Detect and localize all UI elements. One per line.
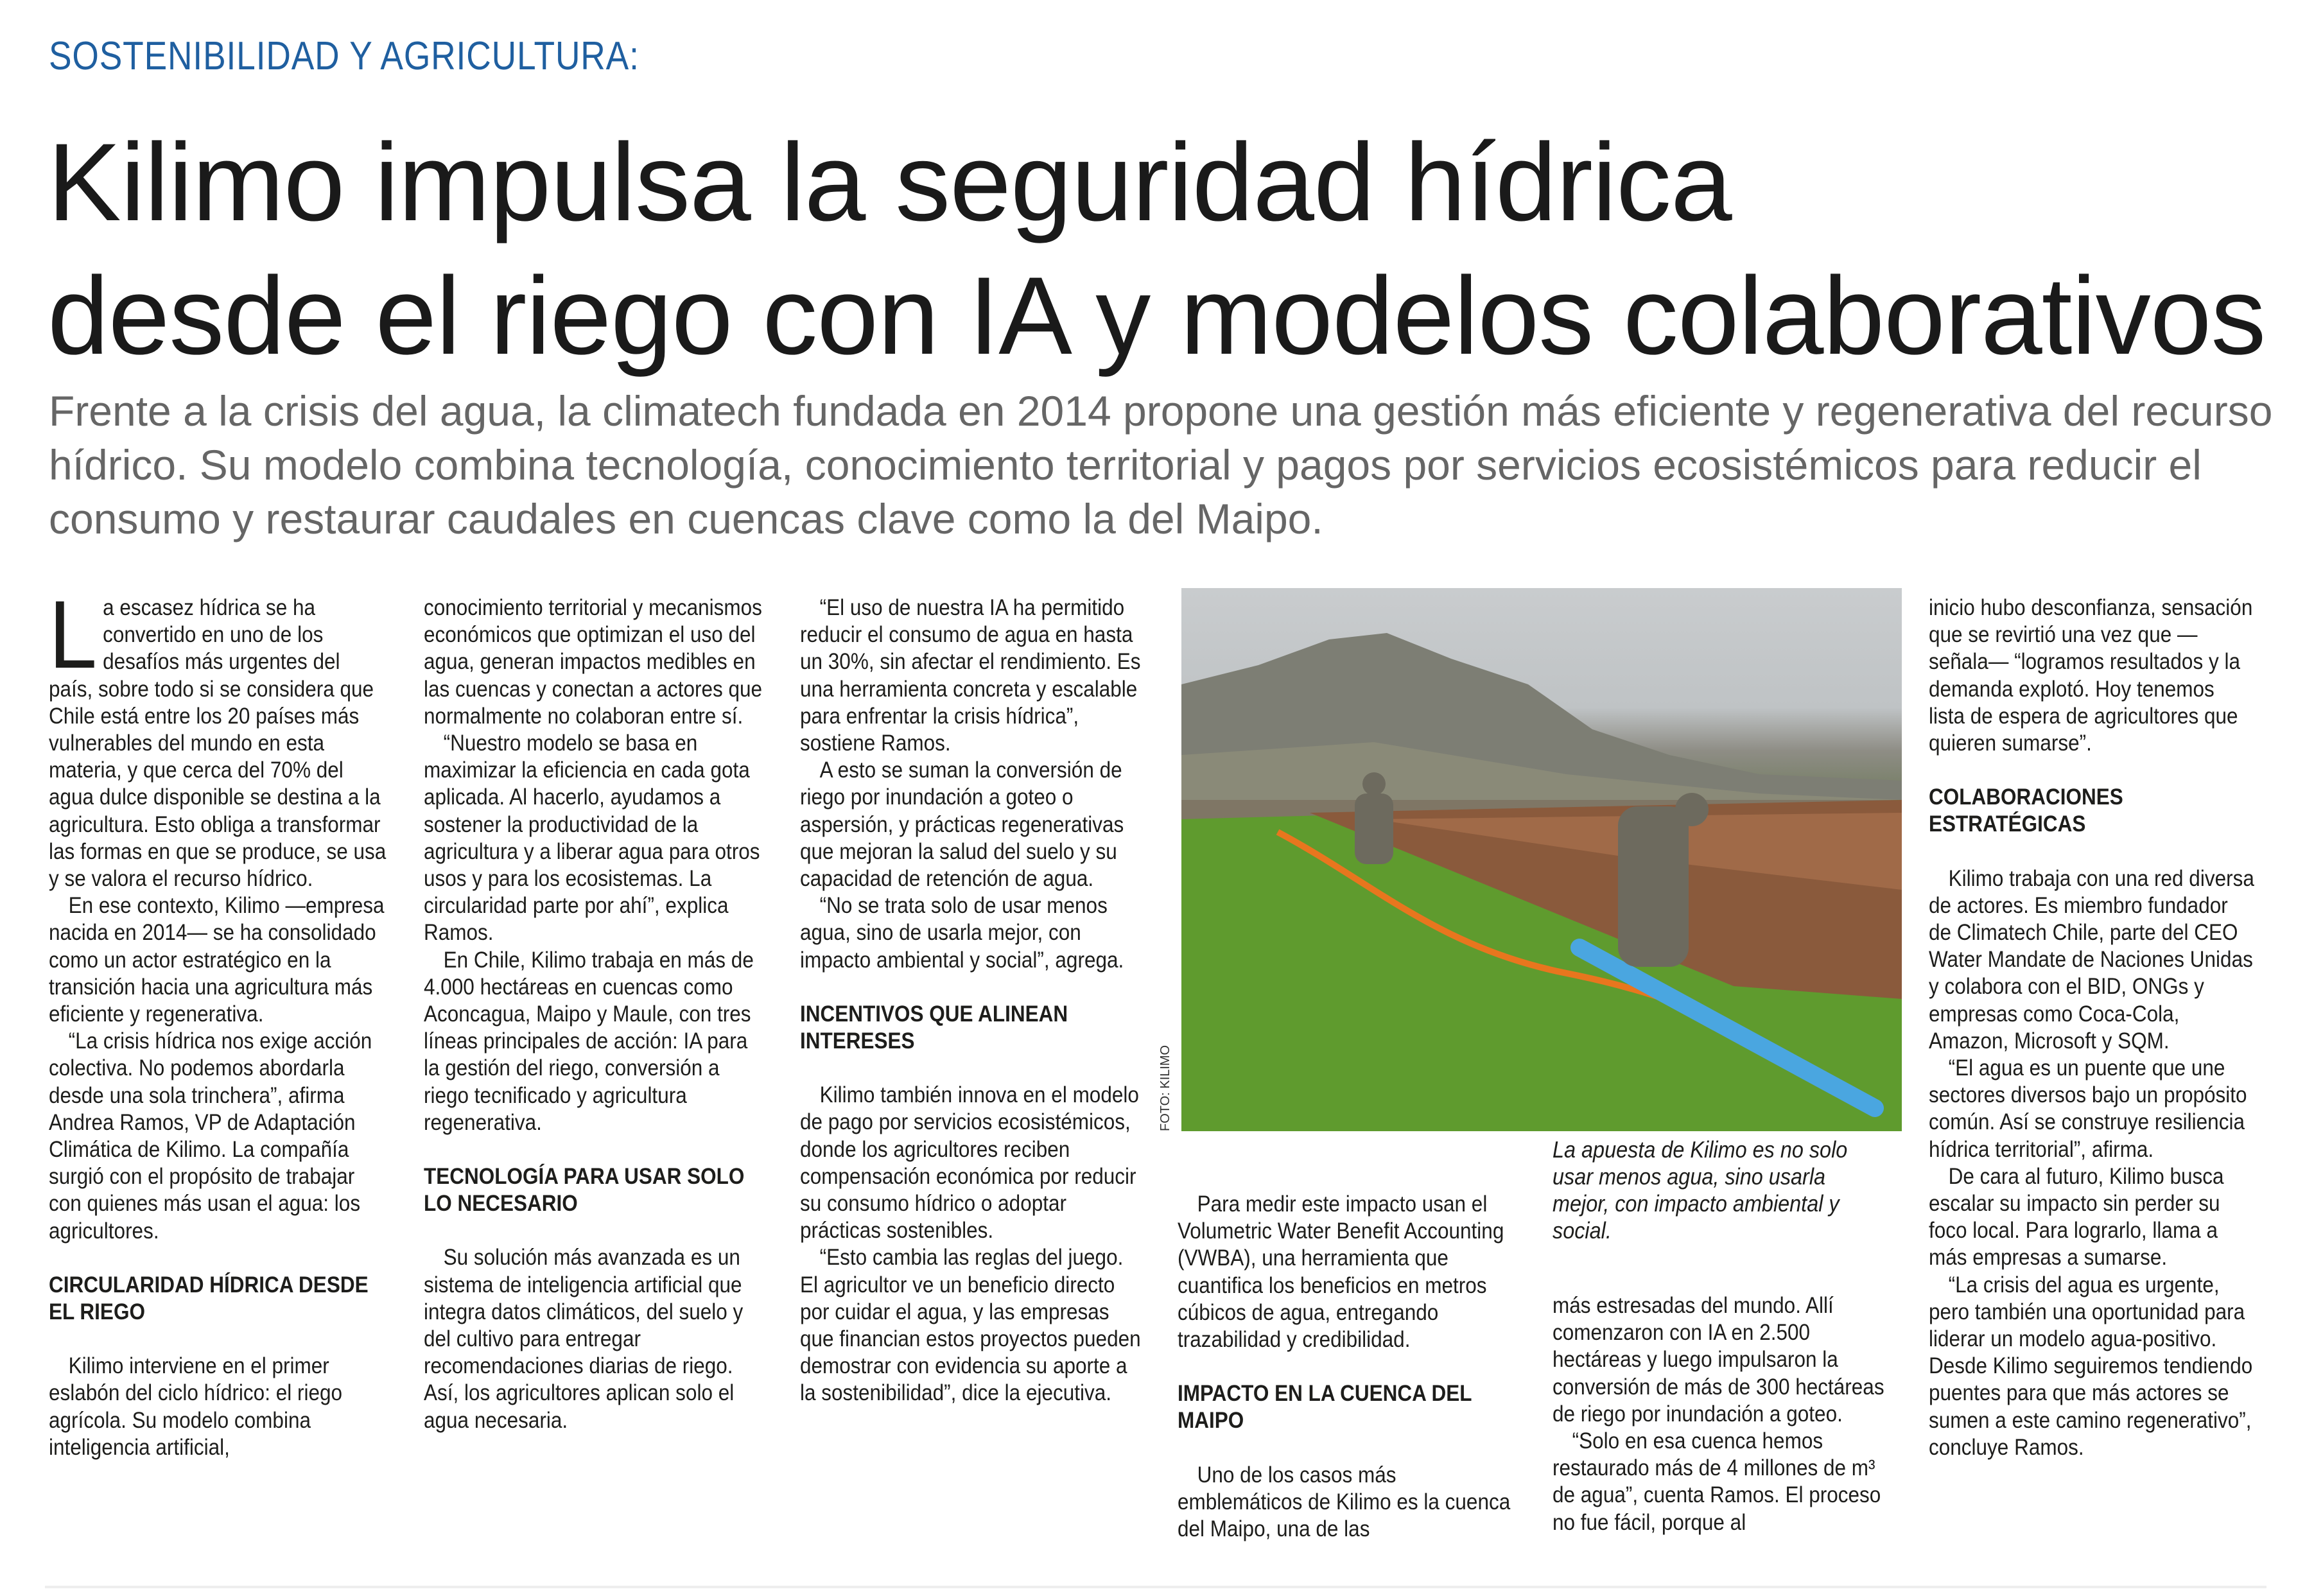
paragraph: Para medir este impacto usan el Volumetric Water Benefit Accounting (VWBA), una herramienta que cuantifica los beneficios en metros cúbicos de agua, entregando trazabilidad y credibilidad.	[1178, 1192, 1504, 1353]
paragraph: Kilimo trabaja con una red diversa de actores. Es miembro fundador de Climatech Chile, parte del CEO Water Mandate de Naciones Unidas y colabora con el BID, ONGs y empresas como Coca-Cola, Amazon, Microsoft y SQM.	[1929, 865, 2254, 1054]
headline	[48, 116, 2269, 383]
article-column-3	[800, 594, 1144, 1407]
paragraph: De cara al futuro, Kilimo busca escalar su impacto sin perder su foco local. Para lograrlo, llama a más empresas a sumarse.	[1929, 1163, 2224, 1271]
article-column-4	[1178, 1191, 1518, 1543]
photo-credit: FOTO: KILIMO	[1158, 1045, 1172, 1131]
paragraph: Su solución más avanzada es un sistema de inteligencia artificial que integra datos climáticos, del suelo y del cultivo para entregar recomendaciones diarias de riego. Así, los agricultores aplican solo el agua necesaria.	[424, 1245, 744, 1433]
paragraph: “Nuestro modelo se basa en maximizar la eficiencia en cada gota aplicada. Al hacerlo, ayudamos a sostener la productividad de la agricultura y a liberar agua para otros usos y para los ecosistemas. La circularidad parte por ahí”, explica Ramos.	[424, 731, 760, 946]
deck-line-3: consumo y restaurar caudales en cuencas clave como la del Maipo.	[49, 495, 1323, 542]
article-column-2	[424, 594, 765, 1434]
subheading: TECNOLOGÍA PARA USAR SOLO LO NECESARIO	[424, 1164, 745, 1217]
article-photo	[1181, 588, 1902, 1131]
deck	[49, 384, 2273, 546]
deck-line-1: Frente a la crisis del agua, la climatech fundada en 2014 propone una gestión más eficiente y regenerativa del recurso	[49, 387, 2273, 435]
article-column-1	[49, 580, 387, 1461]
paragraph: inicio hubo desconfianza, sensación que se revirtió una vez que —señala— “logramos resultados y la demanda explotó. Hoy tenemos lista de espera de agricultores que quieren sumarse”.	[1929, 595, 2253, 756]
paragraph: “Esto cambia las reglas del juego. El agricultor ve un beneficio directo por cuidar el agua, y las empresas que financian estos proyectos pueden demostrar con evidencia su aporte a la sostenibilidad”, dice la ejecutiva.	[800, 1245, 1141, 1406]
deck-line-2: hídrico. Su modelo combina tecnología, conocimiento territorial y pagos por servicios ecosistémicos para reducir el	[49, 441, 2202, 489]
paragraph: A esto se suman la conversión de riego por inundación a goteo o aspersión, y prácticas regenerativas que mejoran la salud del suelo y su capacidad de retención de agua.	[800, 758, 1124, 892]
paragraph: Kilimo también innova en el modelo de pago por servicios ecosistémicos, donde los agricultores reciben compensación económica por reducir su consumo hídrico o adoptar prácticas sostenibles.	[800, 1082, 1139, 1244]
paragraph: Uno de los casos más emblemáticos de Kilimo es la cuenca del Maipo, una de las	[1178, 1462, 1511, 1542]
section-label: SOSTENIBILIDAD Y AGRICULTURA:	[49, 34, 639, 78]
paragraph: “El agua es un puente que une sectores diversos bajo un propósito común. Así se construye resiliencia hídrica territorial”, afirma.	[1929, 1055, 2247, 1162]
subheading: COLABORACIONES ESTRATÉGICAS	[1929, 785, 2123, 837]
photo-caption: La apuesta de Kilimo es no solo usar menos agua, sino usarla mejor, con impacto ambiental y social.	[1553, 1136, 1848, 1244]
paragraph: “Solo en esa cuenca hemos restaurado más de 4 millones de m³ de agua”, cuenta Ramos. El proceso no fue fácil, porque al	[1553, 1428, 1881, 1535]
paragraph: “No se trata solo de usar menos agua, sino de usarla mejor, con impacto ambiental y social”, agrega.	[800, 893, 1124, 973]
paragraph: “La crisis del agua es urgente, pero también una oportunidad para liderar un modelo agua-positivo. Desde Kilimo seguiremos tendiendo puentes para que más actores se sumen a este camino regenerativo”, concluye Ramos.	[1929, 1272, 2253, 1460]
paragraph: Kilimo interviene en el primer eslabón del ciclo hídrico: el riego agrícola. Su modelo combina inteligencia artificial,	[49, 1353, 343, 1460]
headline-line-1: Kilimo impulsa la seguridad hídrica	[48, 121, 1732, 244]
paragraph: En ese contexto, Kilimo —empresa nacida en 2014— se ha consolidado como un actor estratégico en la transición hacia una agricultura más eficiente y regenerativa.	[49, 893, 385, 1027]
paragraph: “La crisis hídrica nos exige acción colectiva. No podemos abordarla desde una sola trinchera”, afirma Andrea Ramos, VP de Adaptación Climática de Kilimo. La compañía surgió con el propósito de trabajar con quienes más usan el agua: los agricultores.	[49, 1028, 372, 1244]
subheading: CIRCULARIDAD HÍDRICA DESDE EL RIEGO	[49, 1272, 369, 1325]
paragraph: La escasez hídrica se ha convertido en uno de los desafíos más urgentes del país, sobre todo si se considera que Chile está entre los 20 países más vulnerables del mundo en esta materia, y que cerca del 70% del agua dulce disponible se destina a la agricultura. Esto obliga a transformar las formas en que se produce, se usa y se valora el recurso hídrico.	[49, 580, 387, 892]
paragraph: “El uso de nuestra IA ha permitido reducir el consumo de agua en hasta un 30%, sin afectar el rendimiento. Es una herramienta concreta y escalable para enfrentar la crisis hídrica”, sostiene Ramos.	[800, 595, 1141, 756]
drop-cap: L	[49, 580, 98, 688]
paragraph: conocimiento territorial y mecanismos económicos que optimizan el uso del agua, generan impactos medibles en las cuencas y conectan a actores que normalmente no colaboran entre sí.	[424, 595, 763, 729]
headline-line-2: desde el riego con IA y modelos colaborativos	[48, 254, 2266, 377]
article-column-5	[1553, 1292, 1895, 1536]
photo-illustration	[1181, 588, 1902, 1131]
paragraph: En Chile, Kilimo trabaja en más de 4.000 hectáreas en cuencas como Aconcagua, Maipo y Maule, con tres líneas principales de acción: IA para la gestión del riego, conversión a riego tecnificado y agricultura regenerativa.	[424, 947, 754, 1135]
article-column-6	[1929, 594, 2256, 1461]
footer-divider	[45, 1586, 2266, 1588]
paragraph: más estresadas del mundo. Allí comenzaron con IA en 2.500 hectáreas y luego impulsaron la conversión de más de 300 hectáreas de riego por inundación a goteo.	[1553, 1293, 1884, 1427]
subheading: INCENTIVOS QUE ALINEAN INTERESES	[800, 1001, 1068, 1054]
subheading: IMPACTO EN LA CUENCA DEL MAIPO	[1178, 1381, 1472, 1434]
